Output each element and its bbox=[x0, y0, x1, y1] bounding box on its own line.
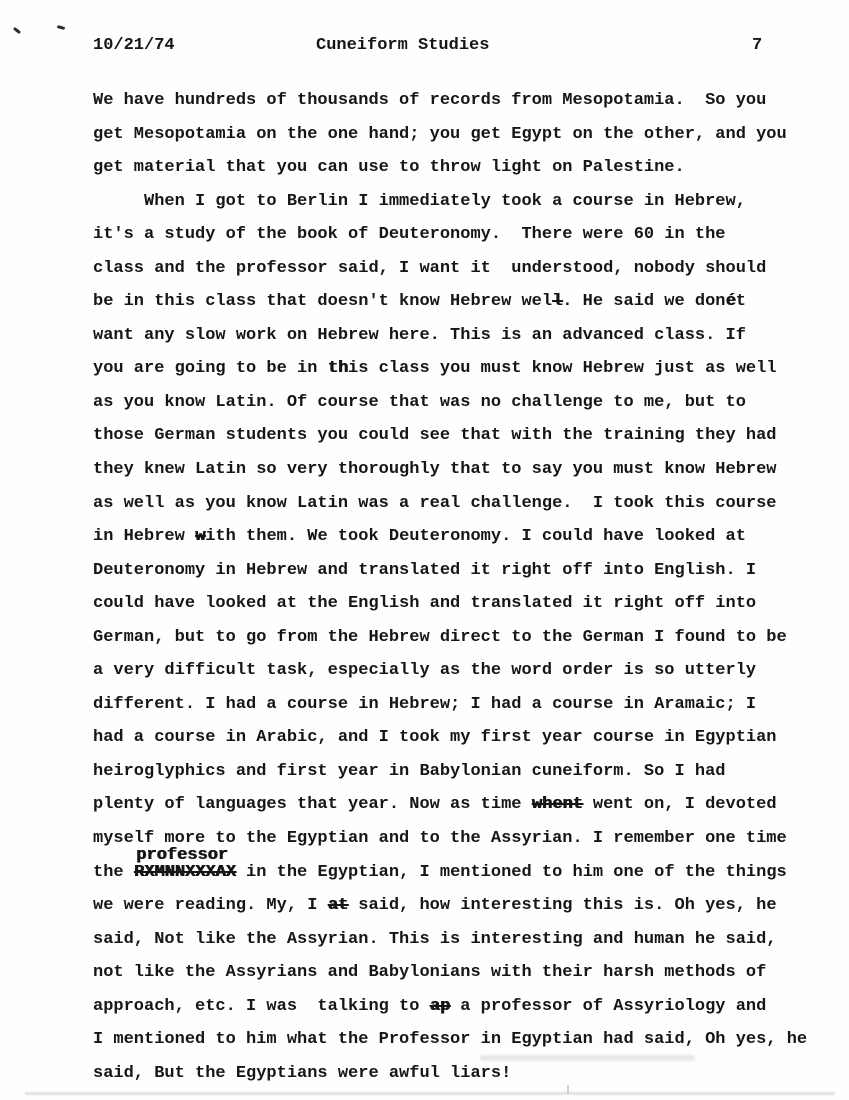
text-run: went on, I devoted bbox=[582, 795, 777, 815]
text-run: German, but to go from the Hebrew direct to the German I found to be bbox=[93, 627, 787, 647]
text-run: as well as you know Latin was a real challenge. I took this course bbox=[93, 493, 777, 513]
text-run: you are going to be in bbox=[93, 359, 328, 379]
text-run: get material that you can use to throw light on Palestine. bbox=[93, 158, 685, 178]
text-line bbox=[93, 118, 833, 152]
pen-mark bbox=[13, 27, 21, 34]
text-run: in Hebrew bbox=[93, 527, 196, 547]
text-run: they knew Latin so very thoroughly that to say you must know Hebrew bbox=[93, 460, 777, 480]
text-run: ith them. We took Deuteronomy. I could have looked at bbox=[205, 527, 746, 547]
text-run: We have hundreds of thousands of records from Mesopotamia. So you bbox=[93, 91, 767, 110]
text-line bbox=[93, 923, 833, 957]
text-run: approach, etc. I was talking to bbox=[93, 996, 430, 1016]
text-run: said, But the Egyptians were awful liars! bbox=[93, 1063, 512, 1083]
header-date: 10/21/74 bbox=[93, 36, 175, 55]
text-run: the bbox=[93, 862, 134, 882]
overstruck-text: é bbox=[725, 292, 736, 312]
text-line bbox=[93, 319, 833, 353]
text-line bbox=[93, 554, 833, 588]
text-line bbox=[93, 285, 833, 319]
text-run: as you know Latin. Of course that was no challenge to me, but to bbox=[93, 392, 746, 412]
overstruck-text: at bbox=[327, 896, 349, 916]
text-run: heiroglyphics and first year in Babylonian cuneiform. So I had bbox=[93, 761, 726, 781]
text-line bbox=[93, 1023, 833, 1057]
text-line bbox=[93, 453, 833, 487]
text-line bbox=[93, 889, 833, 923]
text-run: had a course in Arabic, and I took my first year course in Egyptian bbox=[93, 728, 777, 748]
document-body bbox=[93, 84, 833, 1090]
overstruck-text: RXMNNXXXAX bbox=[133, 862, 236, 882]
text-line bbox=[93, 252, 833, 286]
text-run: t bbox=[735, 292, 746, 312]
text-run: said, Not like the Assyrian. This is interesting and human he said, bbox=[93, 929, 777, 949]
text-line bbox=[93, 788, 833, 822]
text-run: said, how interesting this is. Oh yes, he bbox=[348, 896, 777, 916]
text-run: class and the professor said, I want it understood, nobody should bbox=[93, 258, 767, 278]
pen-mark bbox=[57, 25, 66, 30]
page-title: Cuneiform Studies bbox=[316, 36, 490, 55]
text-run: could have looked at the English and translated it right off into bbox=[93, 594, 757, 614]
overstruck-text: whent bbox=[531, 795, 583, 815]
text-line bbox=[93, 990, 833, 1024]
overstruck-text: l bbox=[552, 292, 563, 312]
text-run: Deuteronomy in Hebrew and translated it right off into English. I bbox=[93, 560, 757, 580]
text-run: get Mesopotamia on the one hand; you get Egypt on the other, and you bbox=[93, 124, 787, 144]
overstruck-text: th bbox=[327, 359, 349, 379]
text-line bbox=[93, 386, 833, 420]
text-line bbox=[93, 1057, 833, 1091]
page-header bbox=[0, 36, 849, 62]
text-run: not like the Assyrians and Babylonians with their harsh methods of bbox=[93, 963, 767, 983]
text-line bbox=[93, 185, 833, 219]
scan-smudge bbox=[480, 1055, 695, 1061]
text-run: a professor of Assyriology and bbox=[450, 996, 767, 1016]
text-line bbox=[93, 587, 833, 621]
text-run: a very difficult task, especially as the word order is so utterly bbox=[93, 661, 757, 681]
text-run: those German students you could see that with the training they had bbox=[93, 426, 777, 446]
overstruck-text: w bbox=[195, 527, 206, 547]
text-run: myself more to the Egyptian and to the Assyrian. I remember one time bbox=[93, 829, 787, 849]
text-run: . He said we don bbox=[562, 292, 726, 312]
overstruck-text: ap bbox=[429, 996, 451, 1016]
text-line bbox=[93, 218, 833, 252]
text-run: is class you must know Hebrew just as well bbox=[348, 359, 777, 379]
text-line bbox=[93, 419, 833, 453]
scan-edge-band bbox=[25, 1092, 835, 1095]
text-line bbox=[93, 84, 833, 118]
text-line bbox=[93, 621, 833, 655]
text-line bbox=[93, 487, 833, 521]
text-line bbox=[93, 956, 833, 990]
text-line bbox=[93, 520, 833, 554]
text-run: be in this class that doesn't know Hebrew wel bbox=[93, 292, 553, 312]
text-run: in the Egyptian, I mentioned to him one of the things bbox=[235, 862, 787, 882]
page-number: 7 bbox=[752, 36, 763, 55]
interline-insertion: professor bbox=[136, 845, 228, 865]
text-run: When I got to Berlin I immediately took a course in Hebrew, bbox=[93, 191, 746, 211]
text-run: it's a study of the book of Deuteronomy. There were 60 in the bbox=[93, 225, 726, 245]
text-run: I mentioned to him what the Professor in Egyptian had said, Oh yes, he bbox=[93, 1030, 808, 1050]
text-line bbox=[93, 721, 833, 755]
scan-tick bbox=[567, 1085, 569, 1094]
text-line bbox=[93, 755, 833, 789]
text-run: different. I had a course in Hebrew; I had a course in Aramaic; I bbox=[93, 694, 757, 714]
text-run: we were reading. My, I bbox=[93, 896, 328, 916]
text-run: plenty of languages that year. Now as time bbox=[93, 795, 532, 815]
text-line bbox=[93, 845, 833, 890]
text-line bbox=[93, 151, 833, 185]
text-line bbox=[93, 352, 833, 386]
text-line bbox=[93, 654, 833, 688]
text-line bbox=[93, 688, 833, 722]
text-run: want any slow work on Hebrew here. This is an advanced class. If bbox=[93, 325, 746, 345]
